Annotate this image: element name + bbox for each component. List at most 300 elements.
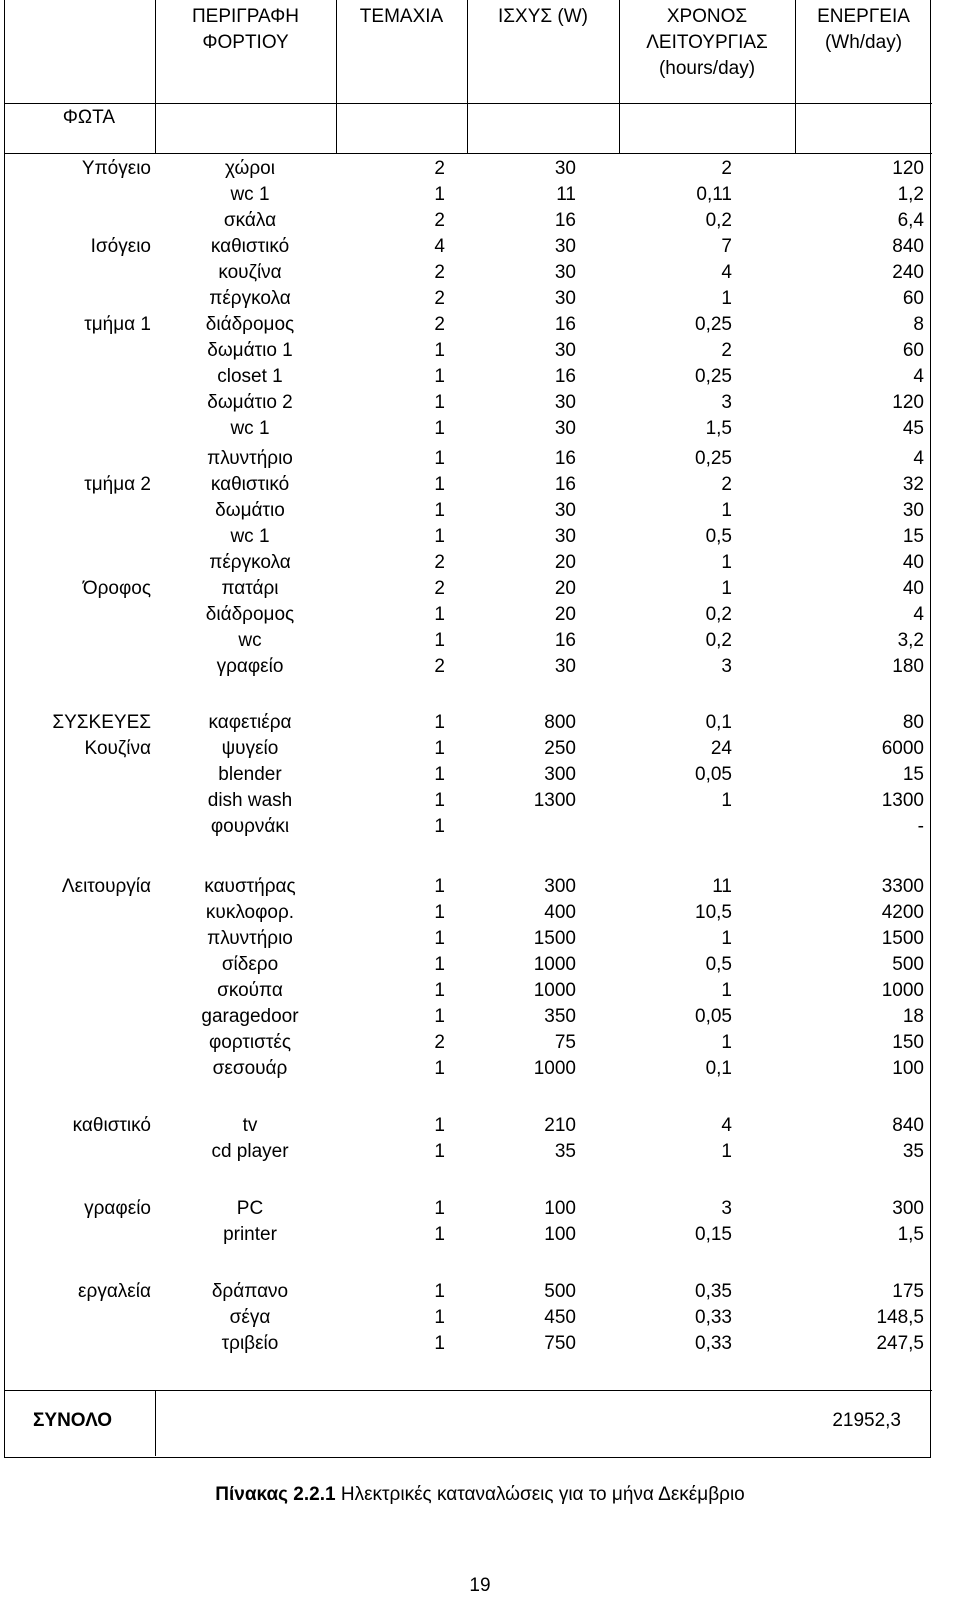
table-row	[5, 874, 932, 900]
row-hours: 3	[721, 392, 732, 413]
row-hours: 2	[721, 158, 732, 179]
table-row	[5, 710, 932, 736]
row-description: ψυγείο	[221, 738, 279, 759]
row-power: 500	[544, 1281, 576, 1302]
row-energy: 840	[892, 1115, 924, 1136]
row-power: 1000	[533, 980, 576, 1001]
row-energy: 6,4	[897, 210, 924, 231]
row-energy: 300	[892, 1198, 924, 1219]
row-power	[446, 103, 576, 129]
table-row	[5, 234, 932, 260]
row-quantity: 1	[434, 1224, 445, 1245]
row-power: 16	[554, 630, 576, 651]
row-quantity: 1	[434, 816, 445, 837]
row-description: χώροι	[225, 158, 275, 179]
row-section	[5, 338, 151, 364]
row-description: σέγα	[229, 1307, 271, 1328]
row-section	[5, 952, 151, 978]
page-number: 19	[469, 1575, 491, 1596]
row-power: 30	[554, 340, 576, 361]
row-description: closet 1	[217, 366, 283, 387]
row-energy: 1,5	[897, 1224, 924, 1245]
row-section	[5, 1030, 151, 1056]
header-time-line3: (hours/day)	[658, 58, 756, 79]
row-description: διάδρομος	[205, 604, 295, 625]
row-description: σεσουάρ	[212, 1058, 288, 1079]
row-power: 20	[554, 604, 576, 625]
row-description: πλυντήριο	[207, 448, 293, 469]
row-section	[5, 1331, 151, 1357]
row-description: τριβείο	[221, 1333, 279, 1354]
row-hours: 0,2	[705, 604, 732, 625]
header-energy-line1: ΕΝΕΡΓΕΙΑ	[817, 6, 910, 27]
header-description-line2: ΦΟΡΤΙΟΥ	[202, 32, 289, 53]
row-hours: 1	[721, 500, 732, 521]
row-hours: 7	[721, 236, 732, 257]
table-row	[5, 952, 932, 978]
row-section	[5, 762, 151, 788]
row-description: καυστήρας	[204, 876, 296, 897]
row-description: printer	[223, 1224, 277, 1245]
table-row	[5, 390, 932, 416]
row-power: 1000	[533, 954, 576, 975]
row-hours	[577, 814, 732, 840]
row-power: 210	[544, 1115, 576, 1136]
row-energy: 240	[892, 262, 924, 283]
row-quantity: 1	[434, 366, 445, 387]
table-row	[5, 736, 932, 762]
row-power: 300	[544, 876, 576, 897]
row-quantity	[341, 103, 445, 129]
row-description: cd player	[211, 1141, 289, 1162]
row-section: Όροφος	[82, 578, 151, 599]
row-hours: 0,35	[695, 1281, 732, 1302]
row-quantity: 1	[434, 418, 445, 439]
row-power: 30	[554, 158, 576, 179]
row-energy: 35	[902, 1141, 924, 1162]
row-section	[5, 628, 151, 654]
table-row	[5, 208, 932, 234]
table-row	[5, 814, 932, 840]
row-section	[5, 498, 151, 524]
row-section	[5, 1056, 151, 1082]
row-hours: 24	[710, 738, 732, 759]
row-quantity: 1	[434, 876, 445, 897]
table-row	[5, 446, 932, 472]
row-quantity: 1	[434, 1115, 445, 1136]
row-power: 30	[554, 288, 576, 309]
table-row	[5, 978, 932, 1004]
row-description: διάδρομος	[205, 314, 295, 335]
row-section: γραφείο	[84, 1198, 151, 1219]
table-row	[5, 1113, 932, 1139]
row-quantity: 2	[434, 288, 445, 309]
row-section	[5, 900, 151, 926]
row-description	[160, 103, 340, 129]
row-power: 1500	[533, 928, 576, 949]
row-energy: 1,2	[897, 184, 924, 205]
row-section	[5, 182, 151, 208]
row-section	[5, 364, 151, 390]
row-hours: 1	[721, 552, 732, 573]
table-row	[5, 1056, 932, 1082]
row-quantity: 1	[434, 790, 445, 811]
row-energy: 4200	[881, 902, 924, 923]
row-description: φορτιστές	[208, 1032, 291, 1053]
row-hours: 0,1	[705, 712, 732, 733]
table-row	[5, 654, 932, 680]
row-section	[5, 788, 151, 814]
row-section: εργαλεία	[78, 1281, 151, 1302]
row-description: καφετιέρα	[208, 712, 292, 733]
row-description: dish wash	[207, 790, 293, 811]
row-energy: 80	[902, 712, 924, 733]
row-hours: 0,11	[696, 184, 732, 205]
row-quantity: 1	[434, 392, 445, 413]
row-section	[5, 1139, 151, 1165]
row-description: σκούπα	[217, 980, 283, 1001]
row-section	[5, 1004, 151, 1030]
header-time-line1: ΧΡΟΝΟΣ	[666, 6, 748, 27]
row-description: φουρνάκι	[210, 816, 290, 837]
row-quantity: 1	[434, 184, 445, 205]
row-energy: 45	[902, 418, 924, 439]
row-description: σίδερο	[221, 954, 279, 975]
row-hours: 1	[721, 1032, 732, 1053]
row-description: wc 1	[230, 526, 270, 547]
row-power: 11	[556, 184, 576, 205]
total-row	[5, 1393, 932, 1449]
row-hours: 0,05	[695, 1006, 732, 1027]
header-time-line2: ΛΕΙΤΟΥΡΓΙΑΣ	[646, 32, 768, 53]
row-power: 100	[544, 1224, 576, 1245]
header-quantity	[336, 4, 467, 30]
row-hours: 1	[721, 578, 732, 599]
row-power: 30	[554, 656, 576, 677]
row-section: ΣΥΣΚΕΥΕΣ	[52, 712, 151, 733]
row-section: Λειτουργία	[61, 876, 151, 897]
row-section: καθιστικό	[72, 1115, 151, 1136]
row-section	[5, 416, 151, 442]
row-description: καθιστικό	[210, 236, 290, 257]
row-description: πλυντήριο	[207, 928, 293, 949]
row-energy: 148,5	[876, 1307, 924, 1328]
row-description: πέργκολα	[209, 288, 291, 309]
row-section	[5, 814, 151, 840]
table-row	[5, 576, 932, 602]
row-quantity: 1	[434, 902, 445, 923]
row-power: 16	[554, 210, 576, 231]
row-power: 35	[554, 1141, 576, 1162]
row-energy: 1500	[881, 928, 924, 949]
row-hours	[577, 103, 732, 129]
table-row	[5, 1030, 932, 1056]
row-hours: 0,25	[695, 314, 732, 335]
row-description: κουζίνα	[218, 262, 282, 283]
table-row	[5, 550, 932, 576]
row-quantity: 1	[434, 630, 445, 651]
row-power: 16	[554, 474, 576, 495]
row-hours: 1	[721, 790, 732, 811]
row-power: 16	[554, 366, 576, 387]
row-hours: 10,5	[695, 902, 732, 923]
row-description: δωμάτιο 2	[207, 392, 293, 413]
row-description: δωμάτιο 1	[207, 340, 293, 361]
row-quantity: 1	[434, 1006, 445, 1027]
row-section: Κουζίνα	[84, 738, 151, 759]
row-section	[5, 208, 151, 234]
row-quantity: 1	[434, 1307, 445, 1328]
row-section	[5, 978, 151, 1004]
row-description: blender	[218, 764, 282, 785]
row-energy: 40	[902, 552, 924, 573]
row-section	[5, 286, 151, 312]
row-power: 350	[544, 1006, 576, 1027]
table-row	[5, 1004, 932, 1030]
caption-label: Πίνακας 2.2.1	[215, 1484, 336, 1505]
row-hours: 1	[721, 288, 732, 309]
row-energy: 4	[913, 366, 924, 387]
row-energy	[733, 103, 924, 129]
row-section	[5, 1222, 151, 1248]
row-quantity: 2	[434, 1032, 445, 1053]
row-energy: 60	[902, 288, 924, 309]
row-description: δωμάτιο	[215, 500, 285, 521]
row-hours: 0,2	[705, 630, 732, 651]
energy-consumption-table	[4, 0, 931, 1458]
row-energy: 247,5	[876, 1333, 924, 1354]
row-power: 750	[544, 1333, 576, 1354]
row-quantity: 1	[434, 340, 445, 361]
table-row	[5, 416, 932, 442]
row-quantity: 1	[434, 954, 445, 975]
row-energy: 150	[892, 1032, 924, 1053]
table-row	[5, 156, 932, 182]
row-power: 30	[554, 236, 576, 257]
row-power: 30	[554, 526, 576, 547]
row-energy: 3,2	[897, 630, 924, 651]
row-quantity: 1	[434, 738, 445, 759]
table-row	[5, 472, 932, 498]
row-hours: 4	[721, 262, 732, 283]
table-row	[5, 1222, 932, 1248]
row-description: πατάρι	[221, 578, 279, 599]
header-description	[155, 4, 336, 56]
row-hours: 0,25	[695, 366, 732, 387]
row-energy: 175	[892, 1281, 924, 1302]
row-energy: 4	[913, 604, 924, 625]
row-power: 20	[554, 578, 576, 599]
row-section: ΦΩΤΑ	[62, 107, 115, 128]
row-power: 450	[544, 1307, 576, 1328]
row-power: 20	[554, 552, 576, 573]
row-power: 100	[544, 1198, 576, 1219]
row-energy: 840	[892, 236, 924, 257]
row-power: 30	[554, 500, 576, 521]
row-hours: 1,5	[705, 418, 732, 439]
row-quantity: 1	[434, 1281, 445, 1302]
row-hours: 0,15	[695, 1224, 732, 1245]
row-quantity: 1	[434, 928, 445, 949]
row-power: 30	[554, 392, 576, 413]
row-quantity: 2	[434, 552, 445, 573]
row-section	[5, 654, 151, 680]
row-hours: 1	[721, 928, 732, 949]
table-row	[5, 182, 932, 208]
row-power: 1000	[533, 1058, 576, 1079]
row-description: wc	[238, 630, 262, 651]
row-quantity: 1	[434, 1333, 445, 1354]
row-power: 300	[544, 764, 576, 785]
row-quantity: 1	[434, 604, 445, 625]
lights-bottom-line	[5, 153, 932, 154]
table-row	[5, 1279, 932, 1305]
table-row	[5, 1331, 932, 1357]
row-description: garagedoor	[201, 1006, 299, 1027]
table-row	[5, 498, 932, 524]
row-quantity: 1	[434, 764, 445, 785]
row-quantity: 1	[434, 1141, 445, 1162]
row-hours: 4	[721, 1115, 732, 1136]
row-power: 30	[554, 262, 576, 283]
header-power	[467, 4, 619, 30]
row-energy: 180	[892, 656, 924, 677]
row-power: 16	[554, 448, 576, 469]
total-top-line	[5, 1390, 932, 1391]
table-row	[5, 788, 932, 814]
row-quantity: 2	[434, 578, 445, 599]
row-power: 1300	[533, 790, 576, 811]
row-hours: 0,5	[705, 954, 732, 975]
table-row	[5, 762, 932, 788]
row-hours: 1	[721, 980, 732, 1001]
row-description: σκάλα	[223, 210, 277, 231]
row-description: γραφείο	[216, 656, 284, 677]
row-quantity: 1	[434, 980, 445, 1001]
row-energy: 15	[902, 764, 924, 785]
row-energy: -	[917, 816, 924, 837]
row-description: κυκλοφορ.	[205, 902, 295, 923]
row-description: δράπανο	[211, 1281, 289, 1302]
row-energy: 3300	[881, 876, 924, 897]
row-section	[5, 524, 151, 550]
row-description: καθιστικό	[210, 474, 290, 495]
row-energy: 1300	[881, 790, 924, 811]
row-quantity: 2	[434, 262, 445, 283]
table-row	[5, 260, 932, 286]
row-quantity: 1	[434, 712, 445, 733]
row-energy: 18	[902, 1006, 924, 1027]
row-quantity: 1	[434, 448, 445, 469]
row-power: 30	[554, 418, 576, 439]
table-row	[5, 926, 932, 952]
row-energy: 120	[892, 392, 924, 413]
row-section: Ισόγειο	[90, 236, 151, 257]
row-quantity: 1	[434, 1058, 445, 1079]
row-hours: 0,25	[695, 448, 732, 469]
row-energy: 40	[902, 578, 924, 599]
row-hours: 2	[721, 340, 732, 361]
row-power: 75	[554, 1032, 576, 1053]
row-energy: 15	[902, 526, 924, 547]
row-section: τμήμα 2	[84, 474, 151, 495]
row-section: τμήμα 1	[84, 314, 151, 335]
row-energy: 120	[892, 158, 924, 179]
table-row	[5, 900, 932, 926]
row-energy: 8	[913, 314, 924, 335]
row-description: wc 1	[230, 184, 270, 205]
row-quantity: 2	[434, 314, 445, 335]
row-energy: 6000	[881, 738, 924, 759]
row-hours: 0,1	[705, 1058, 732, 1079]
row-hours: 0,2	[705, 210, 732, 231]
table-row	[5, 338, 932, 364]
row-description: tv	[242, 1115, 258, 1136]
row-section	[5, 446, 151, 472]
header-description-line1: ΠΕΡΙΓΡΑΦΗ	[191, 6, 300, 27]
row-description: PC	[236, 1198, 264, 1219]
row-energy: 30	[902, 500, 924, 521]
row-quantity: 2	[434, 158, 445, 179]
row-hours: 2	[721, 474, 732, 495]
row-power: 800	[544, 712, 576, 733]
row-description: wc 1	[230, 418, 270, 439]
table-row	[5, 103, 932, 153]
row-hours: 1	[721, 1141, 732, 1162]
row-quantity: 2	[434, 656, 445, 677]
row-section: Υπόγειο	[81, 158, 151, 179]
row-hours: 11	[712, 876, 732, 897]
table-row	[5, 524, 932, 550]
row-energy: 4	[913, 448, 924, 469]
total-energy: 21952,3	[832, 1410, 901, 1431]
row-hours: 0,5	[705, 526, 732, 547]
row-section	[5, 1305, 151, 1331]
header-operating-time	[619, 4, 795, 82]
row-hours: 3	[721, 1198, 732, 1219]
row-quantity: 1	[434, 1198, 445, 1219]
table-row	[5, 312, 932, 338]
row-quantity: 1	[434, 500, 445, 521]
total-label: ΣΥΝΟΛΟ	[33, 1410, 113, 1431]
table-row	[5, 286, 932, 312]
row-power	[446, 814, 576, 840]
row-energy: 60	[902, 340, 924, 361]
header-energy	[795, 4, 932, 56]
header-quantity-label: ΤΕΜΑΧΙΑ	[359, 6, 444, 27]
row-quantity: 2	[434, 210, 445, 231]
row-power: 16	[554, 314, 576, 335]
row-power: 400	[544, 902, 576, 923]
row-power: 250	[544, 738, 576, 759]
row-quantity: 1	[434, 526, 445, 547]
header-energy-line2: (Wh/day)	[824, 32, 903, 53]
table-row	[5, 1196, 932, 1222]
row-hours: 3	[721, 656, 732, 677]
row-quantity: 4	[434, 236, 445, 257]
row-description: πέργκολα	[209, 552, 291, 573]
row-section	[5, 926, 151, 952]
row-energy: 1000	[881, 980, 924, 1001]
row-energy: 500	[892, 954, 924, 975]
row-energy: 32	[902, 474, 924, 495]
header-power-label: ΙΣΧΥΣ (W)	[498, 6, 588, 27]
row-energy: 100	[892, 1058, 924, 1079]
table-row	[5, 602, 932, 628]
caption-text: Ηλεκτρικές καταναλώσεις για το μήνα Δεκέμβριο	[340, 1484, 745, 1505]
row-hours: 0,33	[695, 1333, 732, 1354]
row-section	[5, 260, 151, 286]
